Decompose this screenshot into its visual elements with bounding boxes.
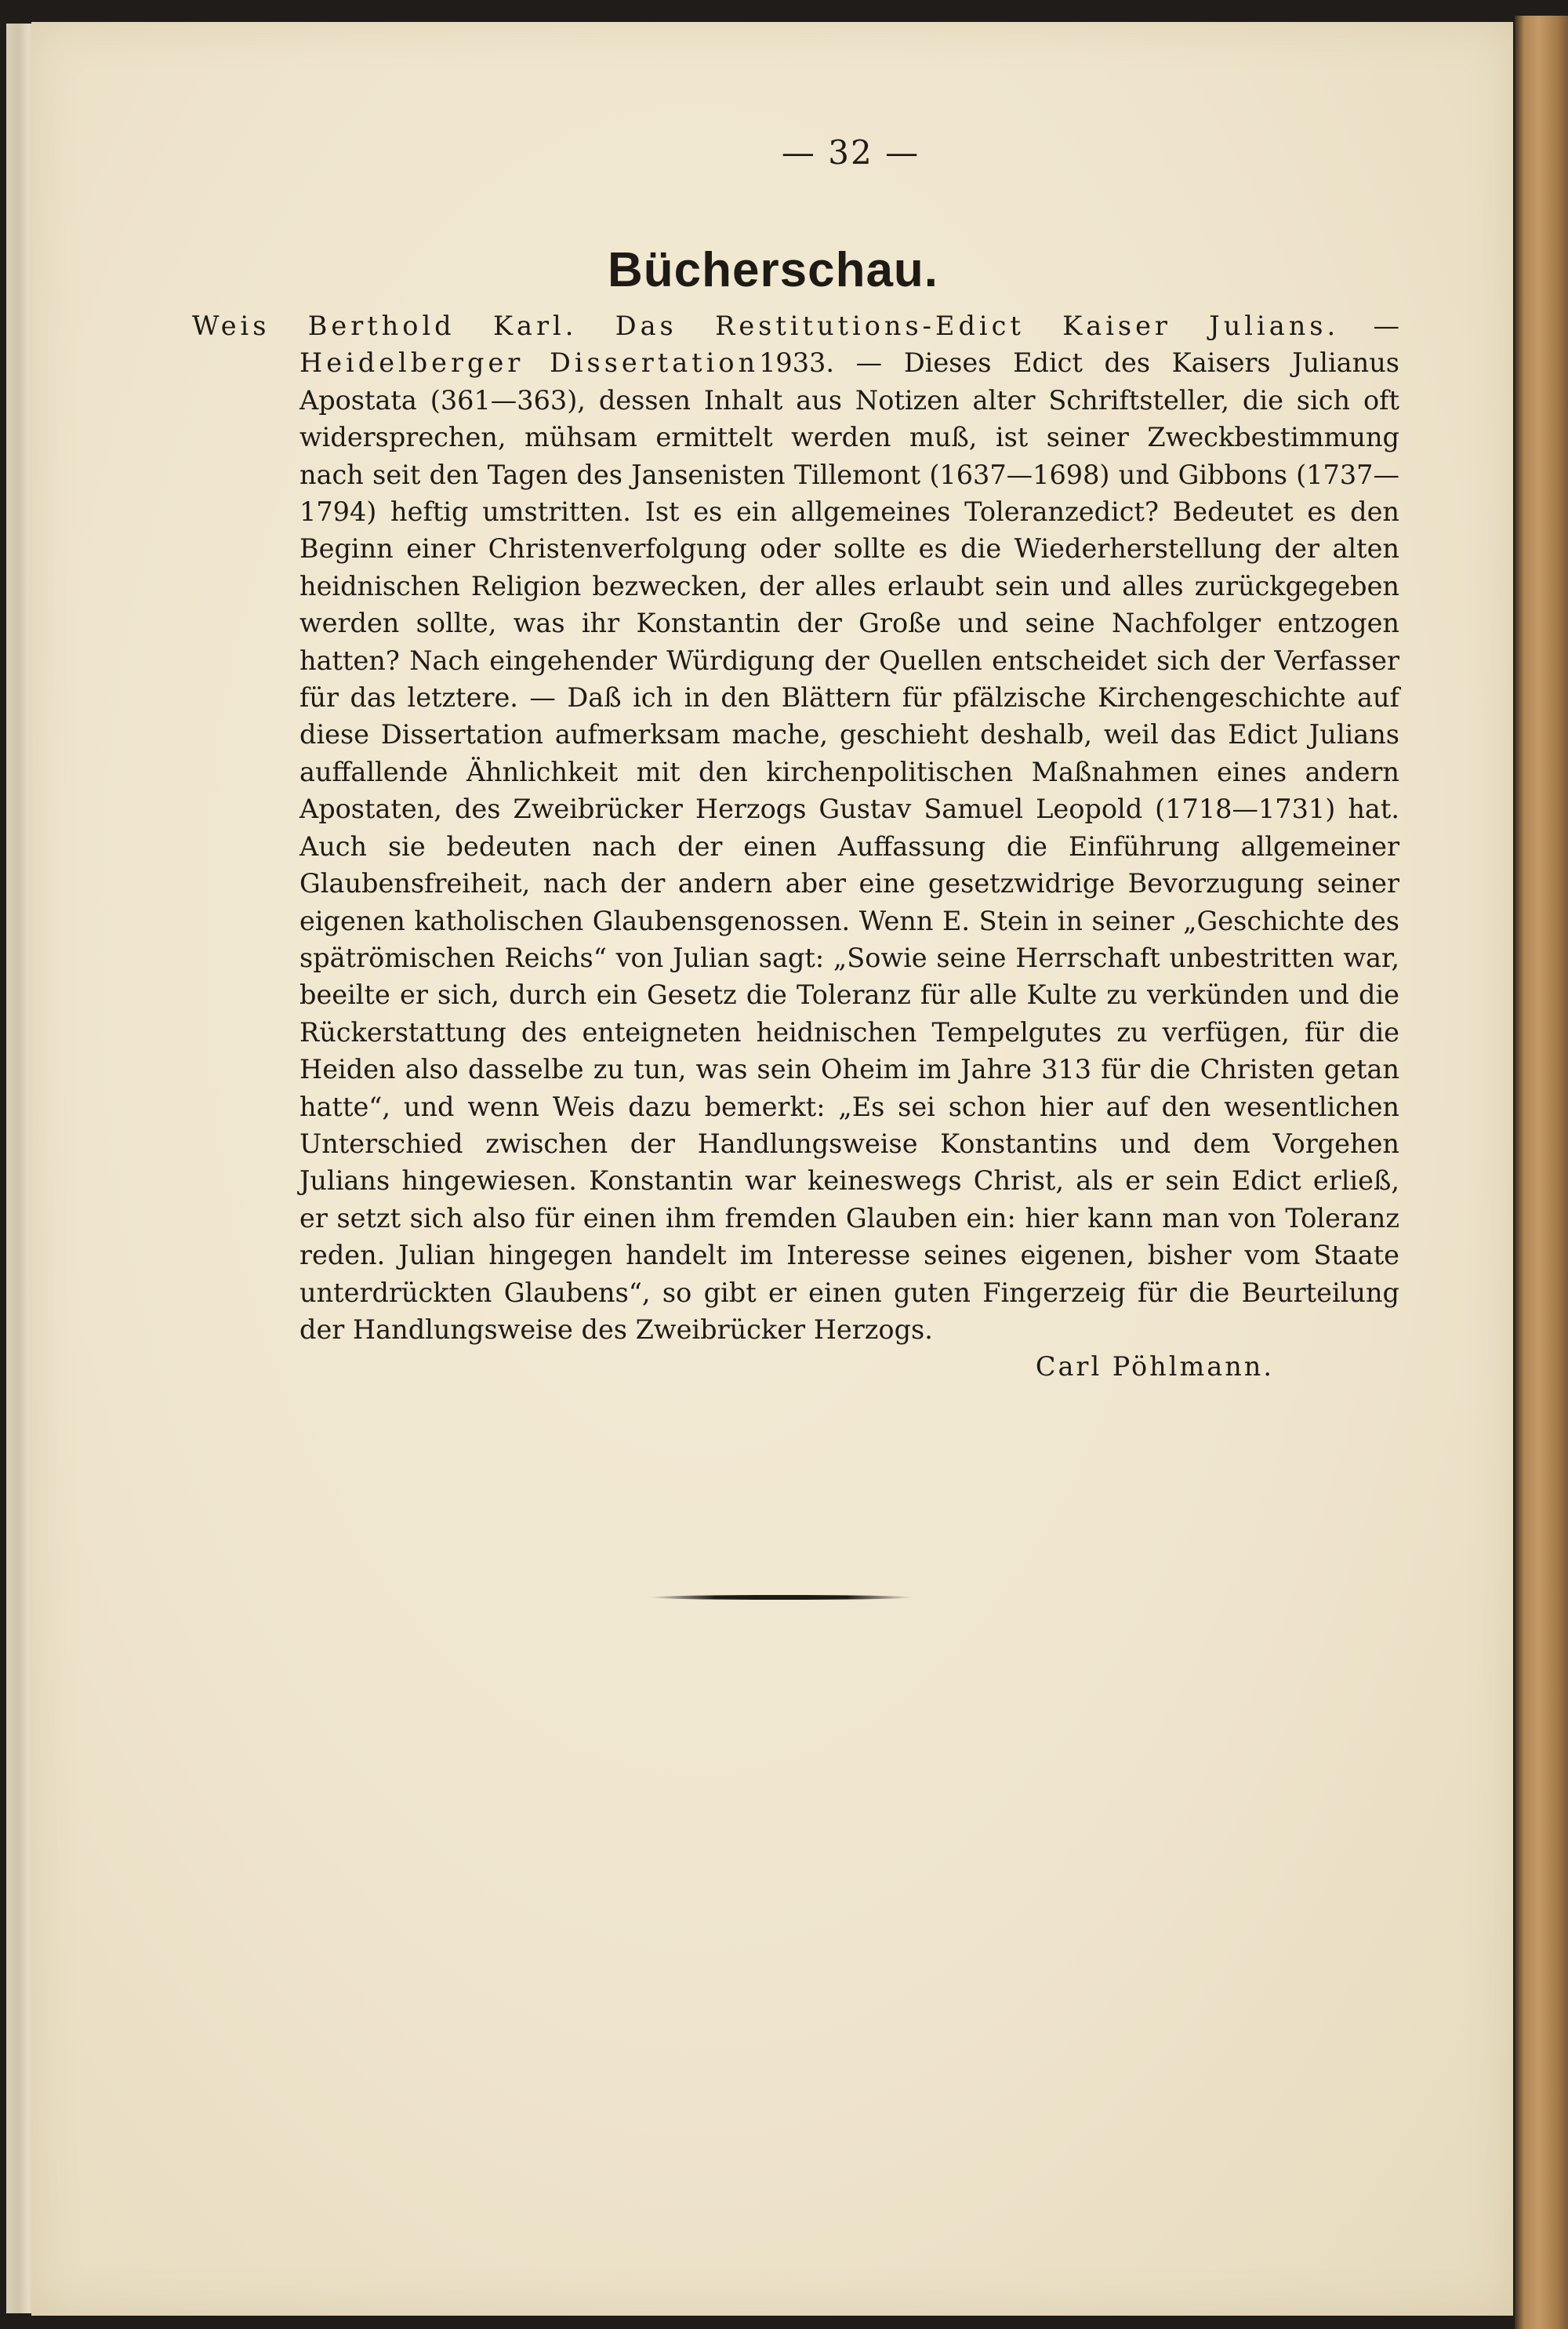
reviewer-signature: Carl Pöhlmann.	[1035, 1351, 1274, 1383]
book-author-title: Weis Berthold Karl. Das Restitutions-Edict Kaiser Julians.	[192, 311, 1340, 341]
separator-dash: —	[1339, 311, 1399, 341]
decorative-rule	[649, 1595, 913, 1600]
page-number: — 32 —	[781, 133, 920, 172]
page-content	[192, 133, 1399, 1385]
review-entry	[192, 307, 1399, 1348]
dissertation-source: Heidelberger Dissertation	[299, 347, 760, 379]
book-spine	[1515, 16, 1568, 2329]
review-body: — Dieses Edict des Kaisers Julianus Apostata (361—363), dessen Inhalt aus Notizen alter Schriftsteller, die sich oft widersprechen, mühsam ermittelt werden muß, ist seiner Zweckbestimmung nach seit den Tagen des Jansenisten Tillemont (1637—1698) und Gibbons (1737—1794) heftig umstritten. Ist es ein allgemeines Toleranzedict? Bedeutet es den Beginn einer Christenverfolgung oder sollte es die Wiederherstellung der alten heidnischen Religion bezwecken, der alles erlaubt sein und alles zurückgegeben werden sollte, was ihr Konstantin der Große und seine Nachfolger entzogen hatten? Nach eingehender Würdigung der Quellen entscheidet sich der Verfasser für das letztere. — Daß ich in den Blättern für pfälzische Kirchengeschichte auf diese Dissertation aufmerksam mache, geschieht deshalb, weil das Edict Julians auffallende Ähnlichkeit mit den kirchenpolitischen Maßnahmen eines andern Apostaten, des Zweibrücker Herzogs Gustav Samuel Leopold (1718—1731) hat. Auch sie bedeuten nach der einen Auffassung die Einführung allgemeiner Glaubensfreiheit, nach der andern aber eine gesetzwidrige Bevorzugung seiner eigenen katholischen Glaubensgenossen. Wenn E. Stein in seiner „Geschichte des spätrömischen Reichs“ von Julian sagt: „Sowie seine Herrschaft unbestritten war, beeilte er sich, durch ein Gesetz die Toleranz für alle Kulte zu verkünden und die Rückerstattung des enteigneten heidnischen Tempelgutes zu verfügen, für die Heiden also dasselbe zu tun, was sein Oheim im Jahre 313 für die Christen getan hatte“, und wenn Weis dazu bemerkt: „Es sei schon hier auf den wesentlichen Unterschied zwischen der Handlungsweise Konstantins und dem Vorgehen Julians hingewiesen. Konstantin war keineswegs Christ, als er sein Edict erließ, er setzt sich also für einen ihm fremden Glauben ein: hier kann man von Toleranz reden. Julian hingegen handelt im Interesse seines eigenen, bisher vom Staate unterdrückten Glaubens“, so gibt er einen guten Fingerzeig für die Beurteilung der Handlungsweise des Zweibrücker Herzogs.	[299, 347, 1399, 1345]
dissertation-year: 1933.	[759, 347, 835, 379]
section-heading: Bücherschau.	[608, 243, 939, 297]
